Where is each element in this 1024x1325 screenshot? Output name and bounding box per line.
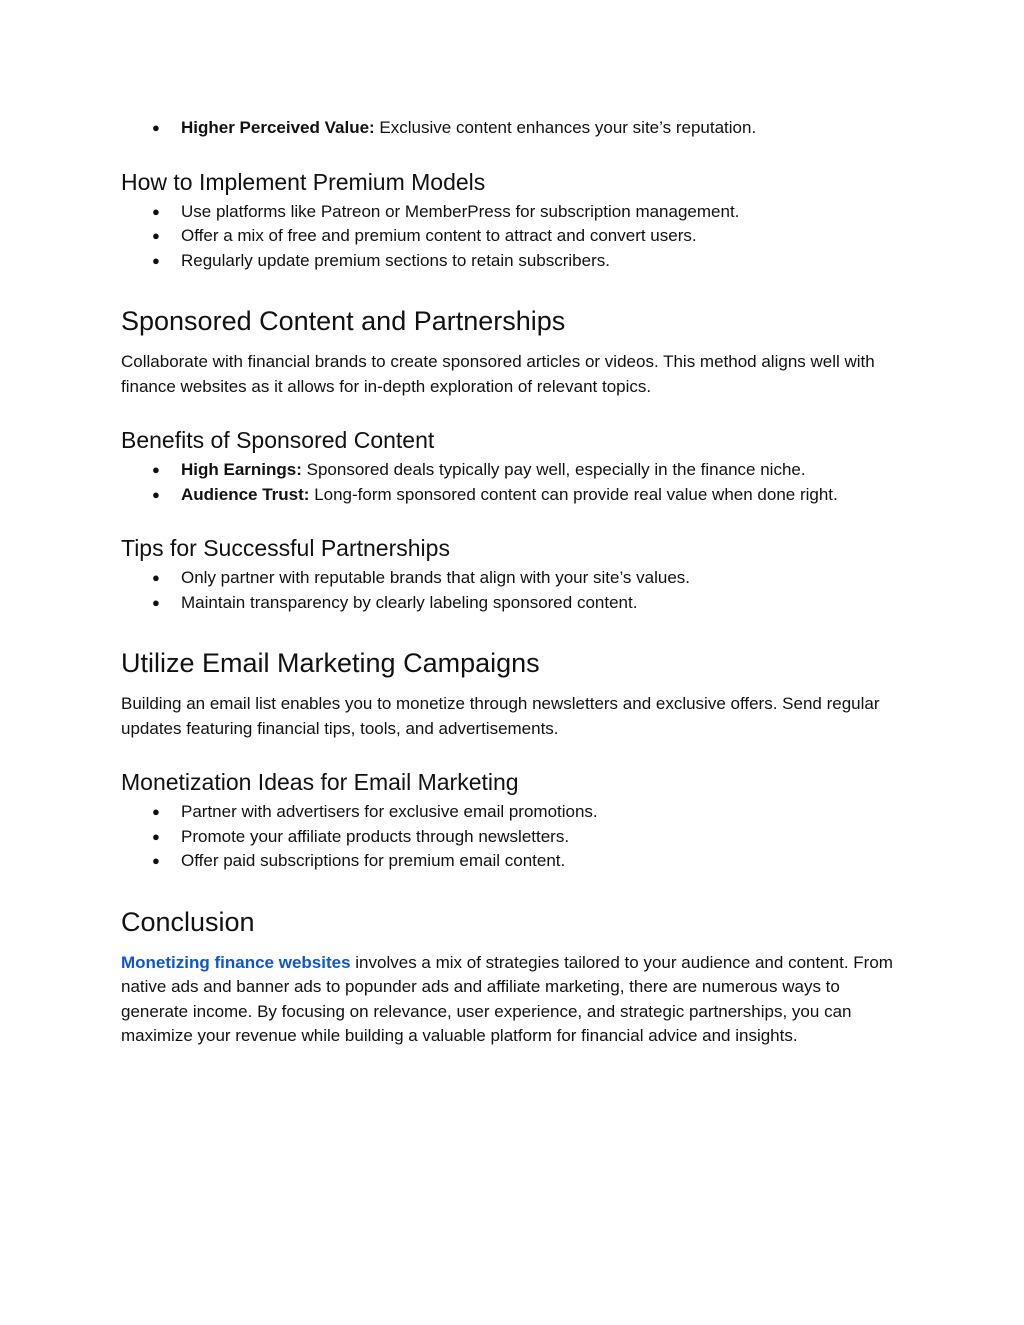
perceived-value-list (121, 116, 911, 141)
list-item: ● Offer a mix of free and premium content to attract and convert users. (121, 224, 911, 249)
list-item-bold: Higher Perceived Value: (181, 118, 375, 137)
email-ideas-heading: Monetization Ideas for Email Marketing (121, 769, 519, 795)
monetizing-finance-link[interactable]: Monetizing finance websites (121, 952, 351, 972)
document-content (121, 116, 911, 1049)
list-item: ● Maintain transparency by clearly labeling sponsored content. (121, 591, 911, 616)
list-item-text: Long-form sponsored content can provide real value when done right. (309, 484, 838, 504)
list-item (121, 483, 911, 508)
list-item (121, 458, 911, 483)
list-item-bold: Audience Trust: (181, 484, 310, 504)
list-item-bold: High Earnings: (181, 460, 302, 479)
list-item-text: Sponsored deals typically pay well, especially in the finance niche. (301, 460, 806, 479)
conclusion-heading: Conclusion (121, 906, 255, 937)
premium-models-heading: How to Implement Premium Models (121, 168, 486, 195)
list-item-text: Exclusive content enhances your site’s reputation. (374, 118, 757, 137)
conclusion-text: involves a mix of strategies tailored to your audience and content. From native ads and banner ads to popunder ads and affiliate marketing, there are numerous ways to generate income. By focusing on relevance, user experience, and strategic partnerships, you can maximize your revenue while building a valuable platform for financial advice and insights. (121, 952, 893, 1045)
list-item: ● Regularly update premium sections to retain subscribers. (121, 249, 911, 274)
list-item: ● Only partner with reputable brands that align with your site’s values. (121, 566, 911, 591)
email-heading: Utilize Email Marketing Campaigns (121, 648, 540, 678)
sponsored-paragraph: Collaborate with financial brands to create sponsored articles or videos. This method aligns well with finance websites as it allows for in-depth exploration of relevant topics. (121, 352, 875, 396)
email-paragraph: Building an email list enables you to monetize through newsletters and exclusive offers. Send regular updates featuring financial tips, tools, and advertisements. (121, 694, 880, 738)
tips-heading: Tips for Successful Partnerships (121, 535, 450, 561)
email-ideas-list (121, 800, 911, 874)
premium-models-list (121, 200, 911, 274)
list-item: ● Offer paid subscriptions for premium email content. (121, 849, 911, 874)
tips-list (121, 566, 911, 615)
sponsored-heading: Sponsored Content and Partnerships (121, 306, 566, 336)
benefits-heading: Benefits of Sponsored Content (121, 427, 435, 453)
list-item: ● Use platforms like Patreon or MemberPress for subscription management. (121, 200, 911, 225)
list-item: ● Promote your affiliate products through newsletters. (121, 825, 911, 850)
list-item: ● Partner with advertisers for exclusive email promotions. (121, 800, 911, 825)
conclusion-paragraph (121, 951, 911, 1049)
list-item (121, 116, 911, 141)
benefits-list (121, 458, 911, 507)
